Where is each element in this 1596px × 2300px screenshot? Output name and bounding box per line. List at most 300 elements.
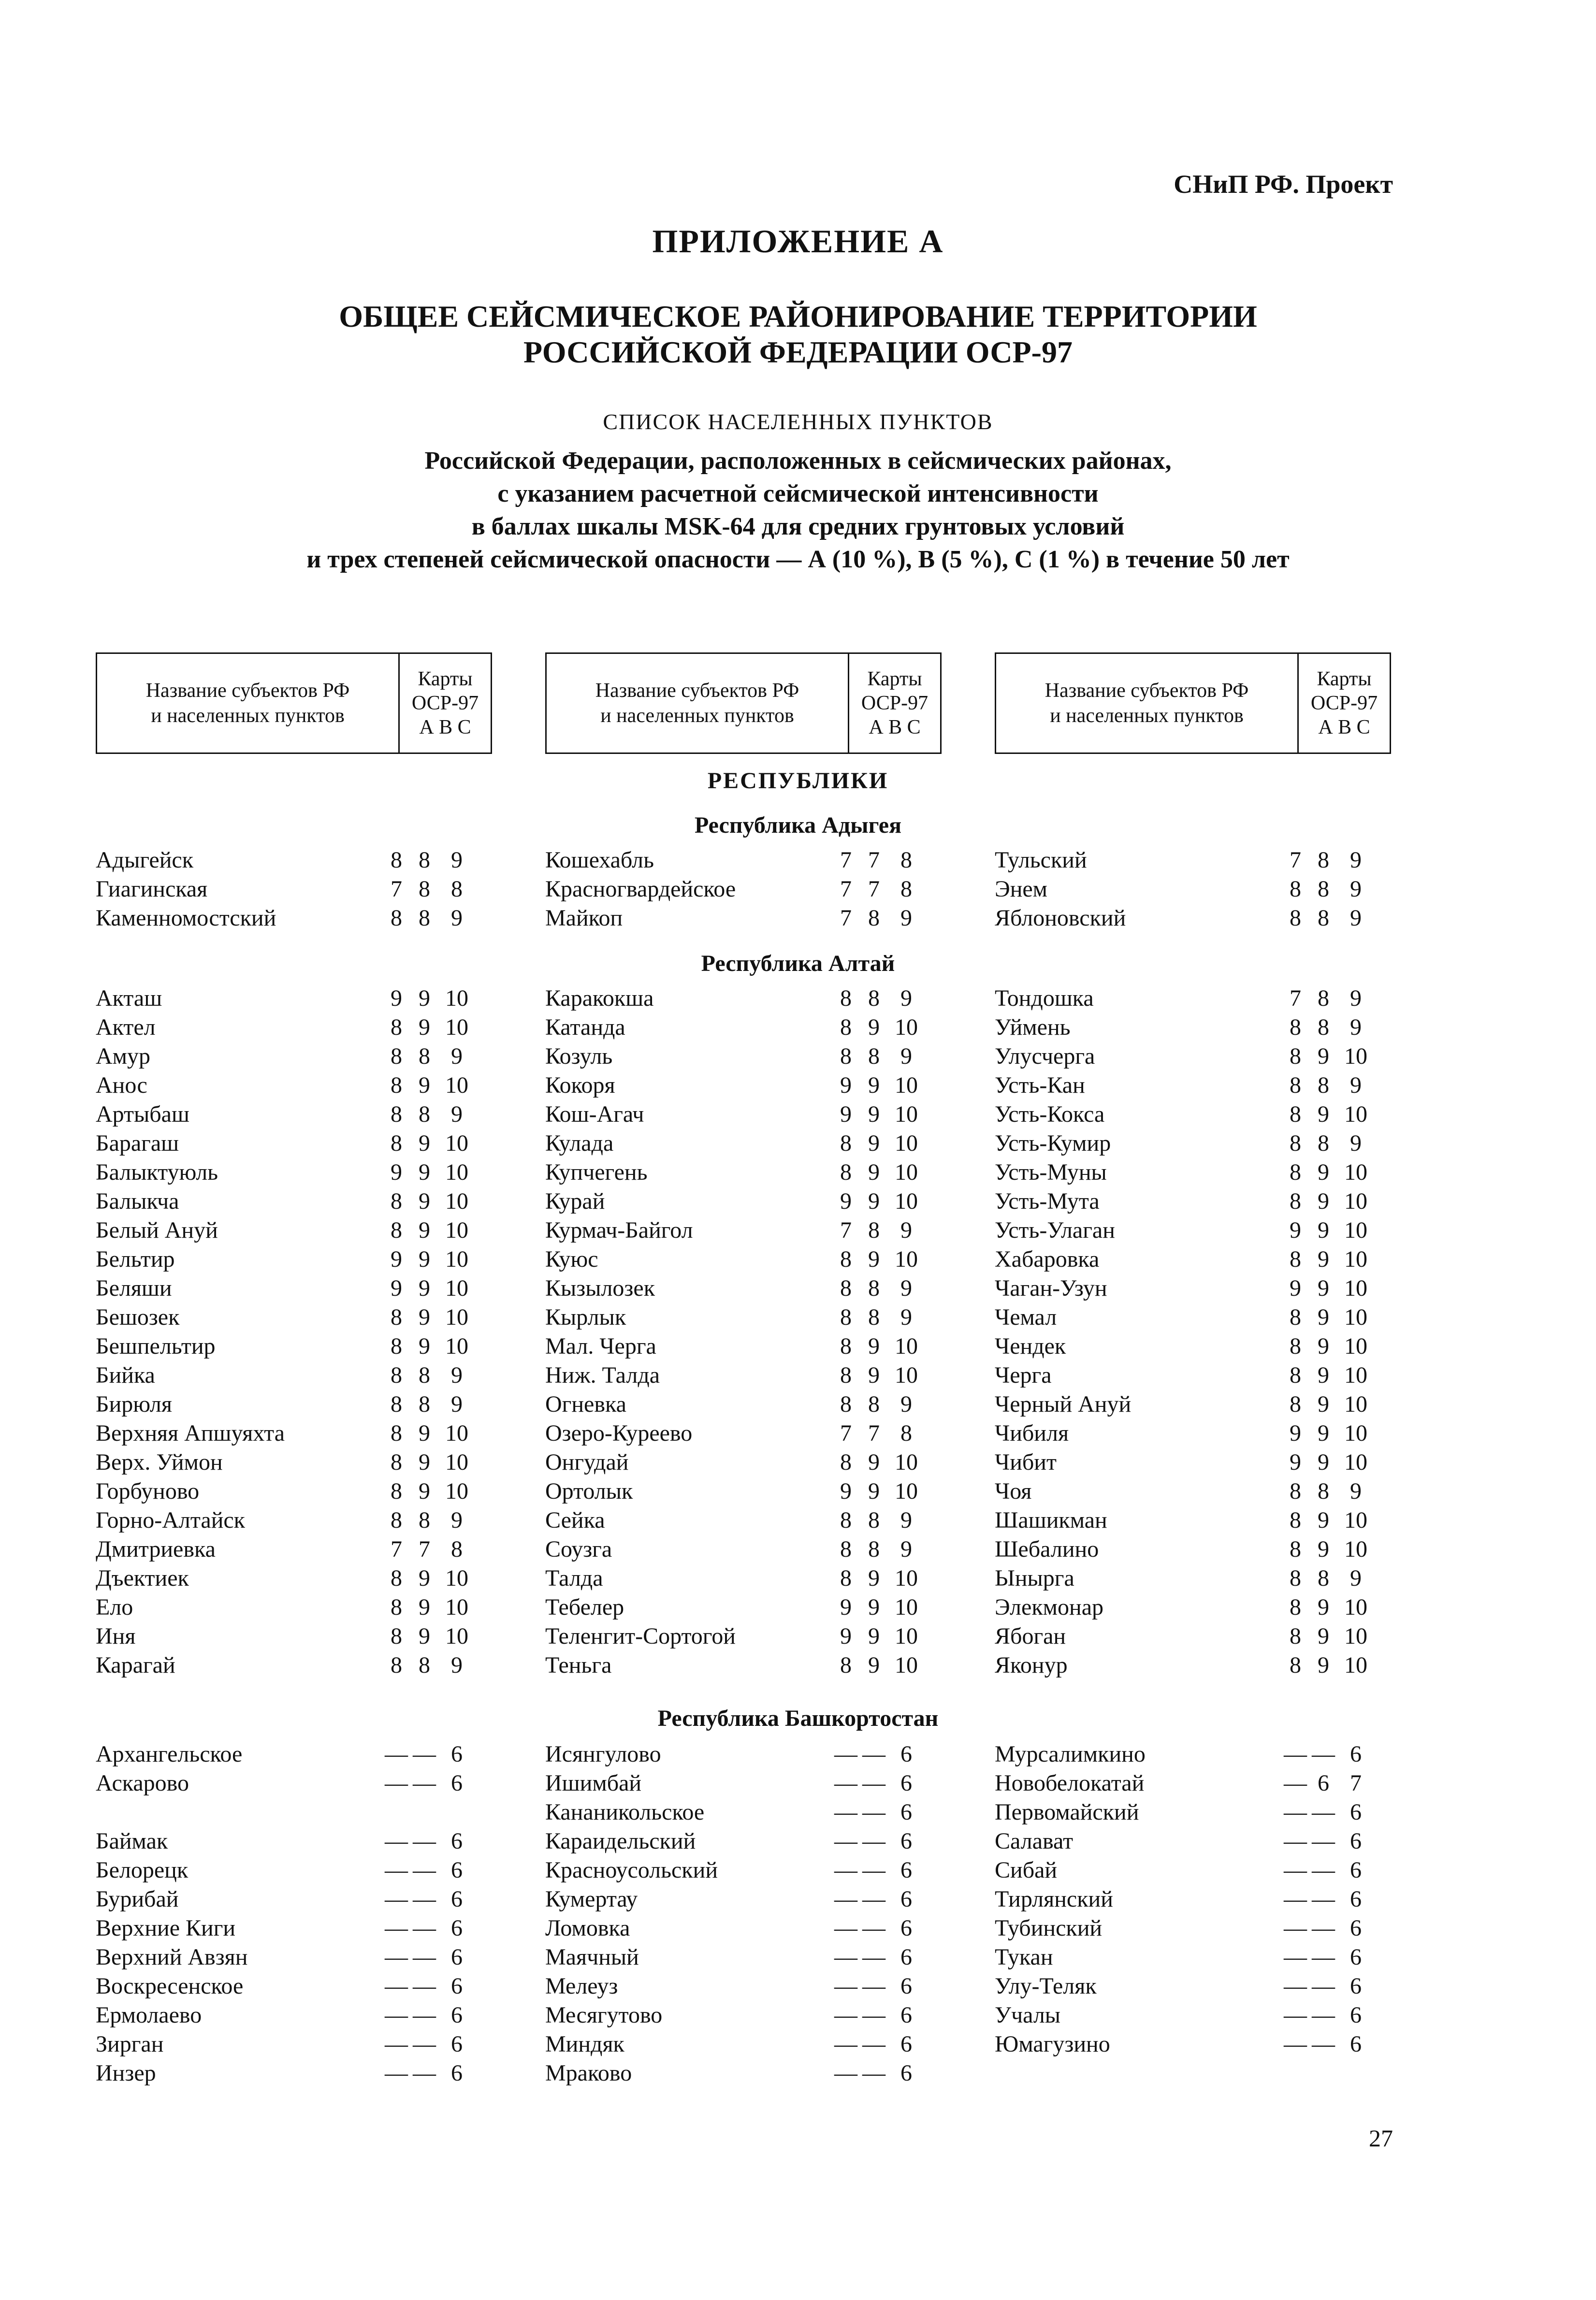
intensity-a: —: [834, 2002, 857, 2028]
intensity-a: 8: [391, 1217, 402, 1243]
intensity-a: 9: [391, 1246, 402, 1272]
intensity-c: 6: [900, 1886, 912, 1912]
column-header-name: [547, 654, 849, 752]
intensity-b: —: [862, 1741, 885, 1767]
intensity-c: 10: [1344, 1420, 1367, 1446]
column-header-maps-line-2: ОСР-97: [411, 692, 479, 714]
intensity-a: —: [385, 2060, 408, 2086]
intensity-b: —: [862, 1828, 885, 1854]
table-row: [0, 1274, 1596, 1303]
intensity-c: 10: [895, 1333, 918, 1359]
intensity-b: —: [862, 1799, 885, 1825]
intensity-c: 6: [451, 1741, 463, 1767]
settlement-name: Красноусольский: [545, 1857, 718, 1883]
main-title: [0, 299, 1596, 370]
settlement-name: Верх. Уймон: [96, 1449, 223, 1475]
intensity-b: —: [862, 1770, 885, 1796]
table-row: [0, 1769, 1596, 1798]
intensity-a: —: [834, 1886, 857, 1912]
intensity-a: 8: [391, 1594, 402, 1620]
intensity-c: 10: [1344, 1362, 1367, 1388]
intensity-a: —: [1284, 1799, 1307, 1825]
intensity-c: 6: [451, 1886, 463, 1912]
intensity-c: 9: [1350, 1130, 1362, 1156]
intensity-a: 7: [391, 1536, 402, 1562]
intensity-a: 9: [840, 1623, 852, 1649]
intensity-b: 8: [1318, 1478, 1329, 1504]
intensity-c: 9: [1350, 1565, 1362, 1591]
intensity-c: 6: [451, 1944, 463, 1970]
settlement-name: Учалы: [995, 2002, 1061, 2028]
intensity-c: 10: [895, 1188, 918, 1214]
table-row: [0, 1390, 1596, 1419]
settlement-name: Карагай: [96, 1652, 175, 1678]
settlement-name: Онгудай: [545, 1449, 629, 1475]
intensity-a: 8: [1290, 1014, 1301, 1040]
intensity-b: —: [413, 1770, 436, 1796]
table-row: [0, 1885, 1596, 1914]
table-row: [0, 984, 1596, 1013]
column-header-1: [96, 652, 492, 754]
settlement-name: Чаган-Узун: [995, 1275, 1107, 1301]
list-description-line-1: Российской Федерации, расположенных в сейсмических районах,: [424, 447, 1172, 475]
settlement-name: Белый Ануй: [96, 1217, 218, 1243]
settlement-name: Чоя: [995, 1478, 1032, 1504]
intensity-c: 6: [900, 2060, 912, 2086]
intensity-a: 8: [391, 1188, 402, 1214]
intensity-c: 9: [900, 905, 912, 931]
intensity-b: 9: [1318, 1333, 1329, 1359]
settlement-name: Куюс: [545, 1246, 598, 1272]
table-row: [0, 1972, 1596, 2001]
table-row: [0, 1564, 1596, 1593]
intensity-a: 8: [391, 1420, 402, 1446]
intensity-a: 8: [840, 1246, 852, 1272]
intensity-b: 9: [419, 1130, 430, 1156]
settlement-name: Баймак: [96, 1828, 168, 1854]
intensity-b: 9: [868, 1623, 880, 1649]
column-header-name-line-2: и населенных пунктов: [1050, 705, 1244, 727]
intensity-a: 9: [1290, 1217, 1301, 1243]
list-description: [0, 445, 1596, 576]
intensity-b: 9: [868, 1565, 880, 1591]
intensity-c: 10: [895, 1362, 918, 1388]
list-caption: СПИСОК НАСЕЛЕННЫХ ПУНКТОВ: [603, 409, 993, 434]
intensity-b: —: [1312, 1973, 1335, 1999]
table-row: [0, 1419, 1596, 1448]
intensity-a: 8: [391, 1072, 402, 1098]
intensity-b: 9: [1318, 1594, 1329, 1620]
intensity-b: 9: [419, 1188, 430, 1214]
intensity-b: 9: [419, 1072, 430, 1098]
intensity-a: 8: [840, 1275, 852, 1301]
intensity-a: 8: [1290, 1652, 1301, 1678]
settlement-name: Бийка: [96, 1362, 155, 1388]
intensity-a: 9: [840, 1101, 852, 1127]
intensity-b: 8: [868, 1536, 880, 1562]
intensity-a: 8: [391, 1014, 402, 1040]
intensity-c: 10: [1344, 1043, 1367, 1069]
column-header-2: [545, 652, 942, 754]
intensity-c: 10: [895, 1652, 918, 1678]
intensity-a: 9: [840, 1594, 852, 1620]
table-row: [0, 2059, 1596, 2088]
intensity-c: 10: [1344, 1652, 1367, 1678]
intensity-c: 10: [895, 1101, 918, 1127]
intensity-c: 9: [1350, 905, 1362, 931]
intensity-c: 6: [900, 1857, 912, 1883]
intensity-a: 8: [391, 1449, 402, 1475]
table-row: [0, 1013, 1596, 1042]
intensity-a: —: [385, 1915, 408, 1941]
column-header-name-line-1: Название субъектов РФ: [145, 680, 350, 702]
column-header-maps-line-1: Карты: [1317, 668, 1372, 690]
settlement-name: Ортолык: [545, 1478, 633, 1504]
intensity-a: 8: [840, 985, 852, 1011]
table-row: [0, 1216, 1596, 1245]
intensity-c: 6: [900, 1915, 912, 1941]
intensity-c: 6: [900, 1799, 912, 1825]
intensity-a: 7: [1290, 985, 1301, 1011]
settlement-name: Чендек: [995, 1333, 1066, 1359]
settlement-name: Чемал: [995, 1304, 1057, 1330]
intensity-a: —: [1284, 1886, 1307, 1912]
page-number: 27: [1369, 2125, 1393, 2152]
intensity-a: 7: [840, 1217, 852, 1243]
settlement-name: Курай: [545, 1188, 605, 1214]
intensity-a: 8: [840, 1507, 852, 1533]
intensity-a: 9: [391, 985, 402, 1011]
intensity-c: 6: [1350, 1973, 1362, 1999]
intensity-c: 9: [1350, 847, 1362, 873]
intensity-c: 10: [1344, 1159, 1367, 1185]
intensity-b: 9: [1318, 1449, 1329, 1475]
settlement-name: Верхний Авзян: [96, 1944, 248, 1970]
intensity-b: —: [862, 1973, 885, 1999]
intensity-a: 9: [1290, 1420, 1301, 1446]
intensity-a: 8: [1290, 1304, 1301, 1330]
table-row: [0, 1535, 1596, 1564]
settlement-name: Иня: [96, 1623, 136, 1649]
intensity-a: —: [834, 1828, 857, 1854]
settlement-name: Бешозек: [96, 1304, 180, 1330]
table-row: [0, 1158, 1596, 1187]
intensity-a: 8: [1290, 1594, 1301, 1620]
settlement-name: Ермолаево: [96, 2002, 202, 2028]
settlement-name: Сибай: [995, 1857, 1058, 1883]
intensity-a: —: [385, 1770, 408, 1796]
intensity-c: 10: [895, 1623, 918, 1649]
intensity-b: 8: [419, 1507, 430, 1533]
intensity-b: 9: [1318, 1101, 1329, 1127]
intensity-b: 9: [1318, 1507, 1329, 1533]
table-row: [0, 1740, 1596, 1769]
intensity-a: 8: [1290, 1072, 1301, 1098]
intensity-c: 9: [900, 1304, 912, 1330]
intensity-a: 7: [840, 1420, 852, 1446]
intensity-b: 9: [1318, 1217, 1329, 1243]
settlement-name: Шебалино: [995, 1536, 1099, 1562]
main-title-line-2: РОССИЙСКОЙ ФЕДЕРАЦИИ ОСР-97: [523, 335, 1073, 369]
intensity-b: 9: [1318, 1043, 1329, 1069]
intensity-a: 7: [840, 876, 852, 902]
intensity-a: 8: [840, 1130, 852, 1156]
intensity-b: —: [862, 1915, 885, 1941]
intensity-a: —: [834, 1944, 857, 1970]
intensity-b: 8: [419, 1362, 430, 1388]
intensity-b: 9: [1318, 1391, 1329, 1417]
list-description-line-3: в баллах шкалы MSK-64 для средних грунтовых условий: [471, 513, 1125, 540]
intensity-c: 10: [1344, 1449, 1367, 1475]
intensity-a: —: [834, 1973, 857, 1999]
intensity-c: 10: [1344, 1246, 1367, 1272]
settlement-name: Зирган: [96, 2031, 164, 2057]
intensity-c: 6: [1350, 1799, 1362, 1825]
intensity-a: 8: [391, 1478, 402, 1504]
intensity-b: —: [862, 1886, 885, 1912]
table-row: [0, 1303, 1596, 1332]
column-header-3: [995, 652, 1391, 754]
intensity-b: 8: [419, 1652, 430, 1678]
intensity-b: 9: [868, 1362, 880, 1388]
intensity-a: 8: [1290, 1478, 1301, 1504]
intensity-c: 6: [1350, 1828, 1362, 1854]
intensity-a: —: [834, 1741, 857, 1767]
table-row: [0, 1827, 1596, 1856]
intensity-b: 9: [1318, 1420, 1329, 1446]
settlement-name: Усть-Кан: [995, 1072, 1085, 1098]
settlement-name: Гиагинская: [96, 876, 208, 902]
settlement-name: Первомайский: [995, 1799, 1139, 1825]
settlement-name: Тубинский: [995, 1915, 1103, 1941]
intensity-a: 8: [1290, 905, 1301, 931]
intensity-c: 10: [445, 1130, 468, 1156]
list-description-line-2: с указанием расчетной сейсмической интенсивности: [497, 480, 1099, 507]
intensity-c: 10: [1344, 1217, 1367, 1243]
intensity-c: 9: [900, 1275, 912, 1301]
intensity-c: 10: [445, 1449, 468, 1475]
settlement-name: Яконур: [995, 1652, 1068, 1678]
intensity-c: 8: [900, 876, 912, 902]
intensity-a: 8: [840, 1391, 852, 1417]
table-row: [0, 1622, 1596, 1651]
intensity-a: 8: [840, 1159, 852, 1185]
intensity-b: —: [862, 1857, 885, 1883]
settlement-name: Мраково: [545, 2060, 632, 2086]
intensity-b: 9: [868, 1333, 880, 1359]
intensity-c: 10: [895, 1072, 918, 1098]
intensity-a: 8: [391, 1101, 402, 1127]
intensity-b: 8: [868, 905, 880, 931]
settlement-column-3: [0, 1740, 1596, 2059]
column-header-maps-line-3: А В С: [419, 716, 471, 738]
intensity-b: 9: [419, 1565, 430, 1591]
intensity-b: 9: [419, 1159, 430, 1185]
settlement-name: Кананикольское: [545, 1799, 705, 1825]
intensity-b: 8: [419, 1101, 430, 1127]
intensity-c: 9: [1350, 876, 1362, 902]
intensity-c: 6: [451, 1770, 463, 1796]
intensity-c: 10: [445, 1594, 468, 1620]
intensity-b: —: [1312, 1915, 1335, 1941]
intensity-b: —: [413, 1741, 436, 1767]
intensity-b: 9: [1318, 1652, 1329, 1678]
settlement-name: Хабаровка: [995, 1246, 1100, 1272]
settlement-name: Бурибай: [96, 1886, 179, 1912]
intensity-c: 6: [900, 1770, 912, 1796]
intensity-a: 8: [1290, 1391, 1301, 1417]
intensity-c: 10: [445, 985, 468, 1011]
intensity-b: 8: [868, 1507, 880, 1533]
intensity-c: 10: [445, 1304, 468, 1330]
intensity-b: 8: [1318, 1130, 1329, 1156]
intensity-b: 8: [1318, 1072, 1329, 1098]
intensity-b: —: [413, 1886, 436, 1912]
settlement-name: Элекмонар: [995, 1594, 1103, 1620]
intensity-a: —: [1284, 1915, 1307, 1941]
appendix-title: ПРИЛОЖЕНИЕ А: [652, 223, 944, 260]
intensity-c: 10: [895, 1478, 918, 1504]
intensity-b: 7: [868, 1420, 880, 1446]
intensity-b: 7: [419, 1536, 430, 1562]
intensity-a: —: [385, 1944, 408, 1970]
intensity-c: 10: [895, 1159, 918, 1185]
intensity-c: 9: [900, 1217, 912, 1243]
intensity-c: 9: [1350, 1072, 1362, 1098]
intensity-b: —: [413, 1973, 436, 1999]
settlement-name: Ниж. Талда: [545, 1362, 660, 1388]
settlement-name: Архангельское: [96, 1741, 243, 1767]
intensity-a: —: [1284, 1741, 1307, 1767]
intensity-a: 9: [391, 1159, 402, 1185]
intensity-c: 10: [1344, 1391, 1367, 1417]
intensity-c: 9: [451, 847, 463, 873]
table-row: [0, 1129, 1596, 1158]
intensity-a: 8: [391, 1565, 402, 1591]
settlement-name: Уймень: [995, 1014, 1071, 1040]
intensity-b: 9: [1318, 1536, 1329, 1562]
intensity-b: 9: [1318, 1275, 1329, 1301]
intensity-c: 6: [900, 1973, 912, 1999]
intensity-c: 9: [900, 1536, 912, 1562]
settlement-name: Озеро-Куреево: [545, 1420, 693, 1446]
settlement-name: Улусчерга: [995, 1043, 1095, 1069]
intensity-c: 6: [451, 1973, 463, 1999]
intensity-c: 6: [451, 2031, 463, 2057]
list-description-line-4: и трех степеней сейсмической опасности — А (10 %), В (5 %), С (1 %) в течение 50 лет: [306, 546, 1290, 573]
intensity-a: 8: [840, 1449, 852, 1475]
settlement-name: Адыгейск: [96, 847, 194, 873]
intensity-c: 8: [451, 876, 463, 902]
intensity-a: 8: [840, 1333, 852, 1359]
settlement-name: Чибиля: [995, 1420, 1069, 1446]
intensity-a: 8: [391, 1043, 402, 1069]
intensity-b: 9: [1318, 1159, 1329, 1185]
settlement-name: Майкоп: [545, 905, 623, 931]
column-header-name-line-1: Название субъектов РФ: [1045, 680, 1249, 702]
intensity-a: —: [1284, 1973, 1307, 1999]
intensity-b: 7: [868, 847, 880, 873]
intensity-c: 7: [1350, 1770, 1362, 1796]
table-row: [0, 1477, 1596, 1506]
settlement-name: Горно-Алтайск: [96, 1507, 245, 1533]
intensity-c: 10: [1344, 1275, 1367, 1301]
intensity-b: 9: [1318, 1188, 1329, 1214]
intensity-b: 8: [1318, 1565, 1329, 1591]
intensity-b: —: [413, 1944, 436, 1970]
intensity-a: 8: [1290, 1130, 1301, 1156]
intensity-c: 8: [900, 1420, 912, 1446]
intensity-a: 8: [391, 847, 402, 873]
table-row: [0, 1798, 1596, 1827]
region-heading: Республика Алтай: [701, 951, 895, 976]
settlement-name: Кызылозек: [545, 1275, 655, 1301]
intensity-c: 6: [451, 1915, 463, 1941]
intensity-c: 10: [445, 1478, 468, 1504]
settlement-name: Дъектиек: [96, 1565, 189, 1591]
region-heading: Республика Адыгея: [694, 812, 902, 838]
intensity-c: 10: [1344, 1507, 1367, 1533]
intensity-b: 9: [1318, 1304, 1329, 1330]
intensity-a: —: [1284, 1944, 1307, 1970]
intensity-c: 9: [451, 905, 463, 931]
intensity-b: —: [413, 2031, 436, 2057]
table-row: [0, 1042, 1596, 1071]
settlement-name: Инзер: [96, 2060, 156, 2086]
settlement-name: Красногвардейское: [545, 876, 736, 902]
intensity-c: 10: [445, 1275, 468, 1301]
intensity-a: 9: [1290, 1275, 1301, 1301]
intensity-c: 10: [445, 1565, 468, 1591]
intensity-b: —: [413, 1828, 436, 1854]
intensity-b: —: [1312, 1857, 1335, 1883]
intensity-b: 8: [419, 905, 430, 931]
column-header-maps-line-1: Карты: [867, 668, 922, 690]
intensity-a: 8: [391, 1623, 402, 1649]
table-row: [0, 1361, 1596, 1390]
intensity-b: 9: [868, 1478, 880, 1504]
intensity-c: 8: [900, 847, 912, 873]
column-header-maps-line-2: ОСР-97: [861, 692, 929, 714]
settlement-name: Новобелокатай: [995, 1770, 1145, 1796]
settlement-name: Беляши: [96, 1275, 172, 1301]
intensity-a: 9: [840, 1478, 852, 1504]
intensity-a: —: [385, 2002, 408, 2028]
table-row: [0, 1651, 1596, 1680]
settlement-name: Аскарово: [96, 1770, 189, 1796]
settlement-name: Тирлянский: [995, 1886, 1113, 1912]
document-label: СНиП РФ. Проект: [1174, 170, 1393, 199]
intensity-c: 10: [1344, 1101, 1367, 1127]
intensity-b: 8: [1318, 905, 1329, 931]
settlement-name: Чибит: [995, 1449, 1057, 1475]
settlement-name: Кулада: [545, 1130, 614, 1156]
intensity-a: 8: [391, 1391, 402, 1417]
table-row: [0, 875, 1596, 904]
settlement-name: Горбуново: [96, 1478, 200, 1504]
intensity-a: 8: [840, 1362, 852, 1388]
intensity-c: 10: [895, 1449, 918, 1475]
intensity-b: 9: [419, 1449, 430, 1475]
main-title-line-1: ОБЩЕЕ СЕЙСМИЧЕСКОЕ РАЙОНИРОВАНИЕ ТЕРРИТОРИИ: [339, 299, 1257, 333]
column-header-name-line-2: и населенных пунктов: [151, 705, 345, 727]
intensity-a: 8: [840, 1565, 852, 1591]
intensity-a: 8: [1290, 1333, 1301, 1359]
column-header-maps: [1299, 654, 1390, 752]
intensity-b: —: [413, 1857, 436, 1883]
intensity-c: 9: [900, 1043, 912, 1069]
intensity-c: 10: [445, 1623, 468, 1649]
